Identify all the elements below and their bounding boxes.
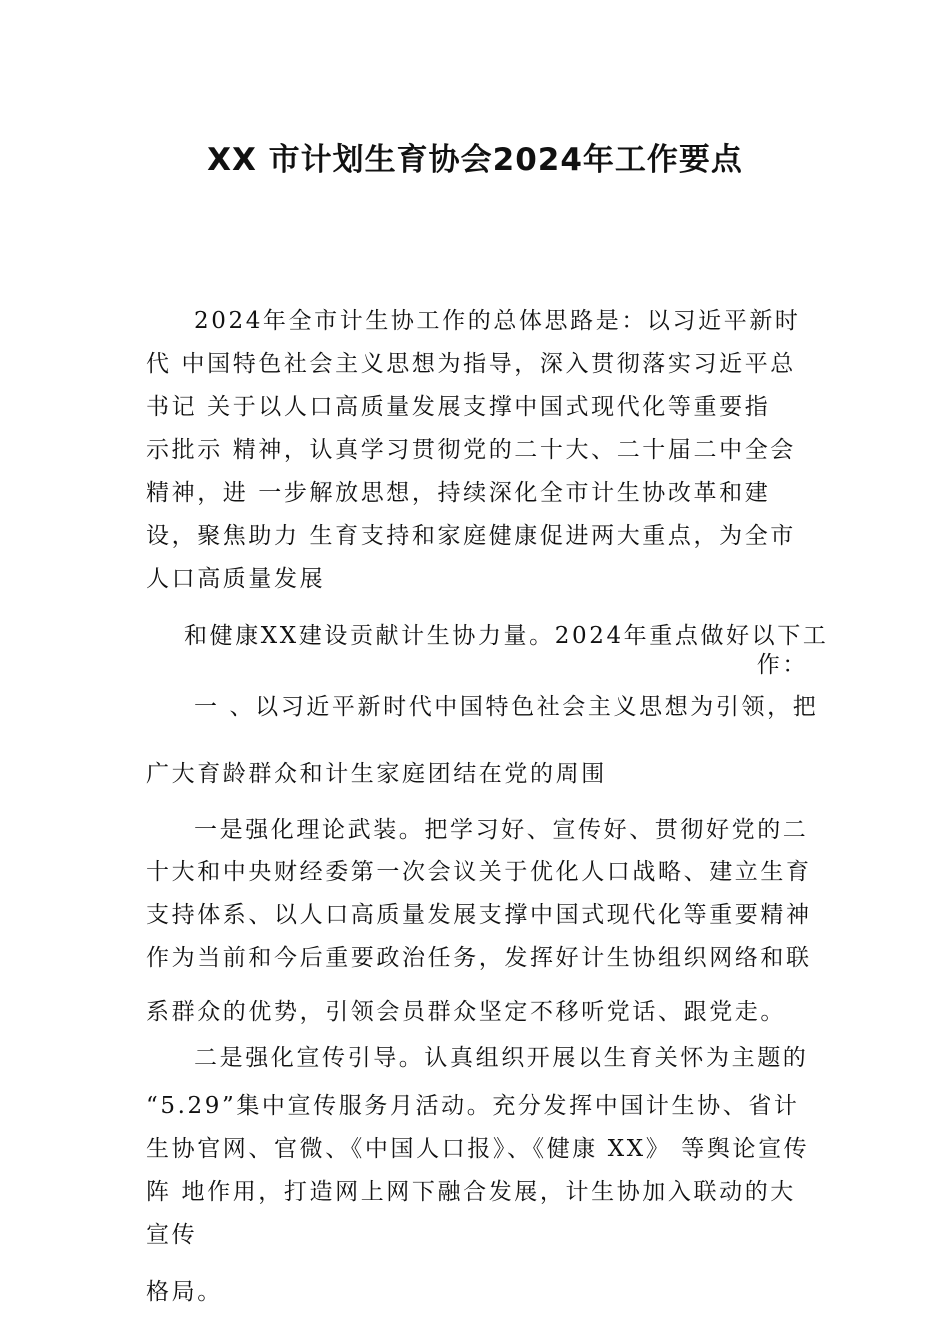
paragraph-line: 书记 关于以人口高质量发展支撑中国式现代化等重要指 <box>146 394 771 420</box>
paragraph-line: 作为当前和今后重要政治任务，发挥好计生协组织网络和联 <box>146 945 812 971</box>
paragraph-line: 人口高质量发展 <box>146 566 326 592</box>
paragraph-line: 格局。 <box>146 1279 223 1305</box>
paragraph-line: 和健康XX建设贡献计生协力量。2024年重点做好以下工 <box>184 623 829 649</box>
paragraph-line: 示批示 精神，认真学习贯彻党的二十大、二十届二中全会 <box>146 437 796 463</box>
paragraph-line: 二是强化宣传引导。认真组织开展以生育关怀为主题的 <box>194 1045 809 1071</box>
paragraph-line: 阵 地作用，打造网上网下融合发展，计生协加入联动的大 <box>146 1179 796 1205</box>
paragraph-line: 精神，进 一步解放思想，持续深化全市计生协改革和建 <box>146 480 771 506</box>
section-heading: 广大育龄群众和计生家庭团结在党的周围 <box>146 761 607 787</box>
paragraph-line: “5.29”集中宣传服务月活动。充分发挥中国计生协、省计 <box>146 1093 800 1119</box>
paragraph-line: 十大和中央财经委第一次会议关于优化人口战略、建立生育 <box>146 859 812 885</box>
section-heading: 一 、以习近平新时代中国特色社会主义思想为引领，把 <box>194 694 819 720</box>
paragraph-line: 生协官网、官微、《中国人口报》、《健康 XX》 等舆论宣传 <box>146 1136 810 1162</box>
paragraph-line: 系群众的优势，引领会员群众坚定不移听党话、跟党走。 <box>146 999 786 1025</box>
paragraph-line: 一是强化理论武装。把学习好、宣传好、贯彻好党的二 <box>194 817 809 843</box>
paragraph-line: 支持体系、以人口高质量发展支撑中国式现代化等重要精神 <box>146 902 812 928</box>
paragraph-line: 作： <box>756 652 808 678</box>
paragraph-line: 代 中国特色社会主义思想为指导，深入贯彻落实习近平总 <box>146 351 796 377</box>
paragraph-line: 2024年全市计生协工作的总体思路是：以习近平新时 <box>194 308 801 334</box>
document-title: XX 市计划生育协会2024年工作要点 <box>207 142 743 178</box>
paragraph-line: 设，聚焦助力 生育支持和家庭健康促进两大重点，为全市 <box>146 523 796 549</box>
paragraph-line: 宣传 <box>146 1222 198 1248</box>
